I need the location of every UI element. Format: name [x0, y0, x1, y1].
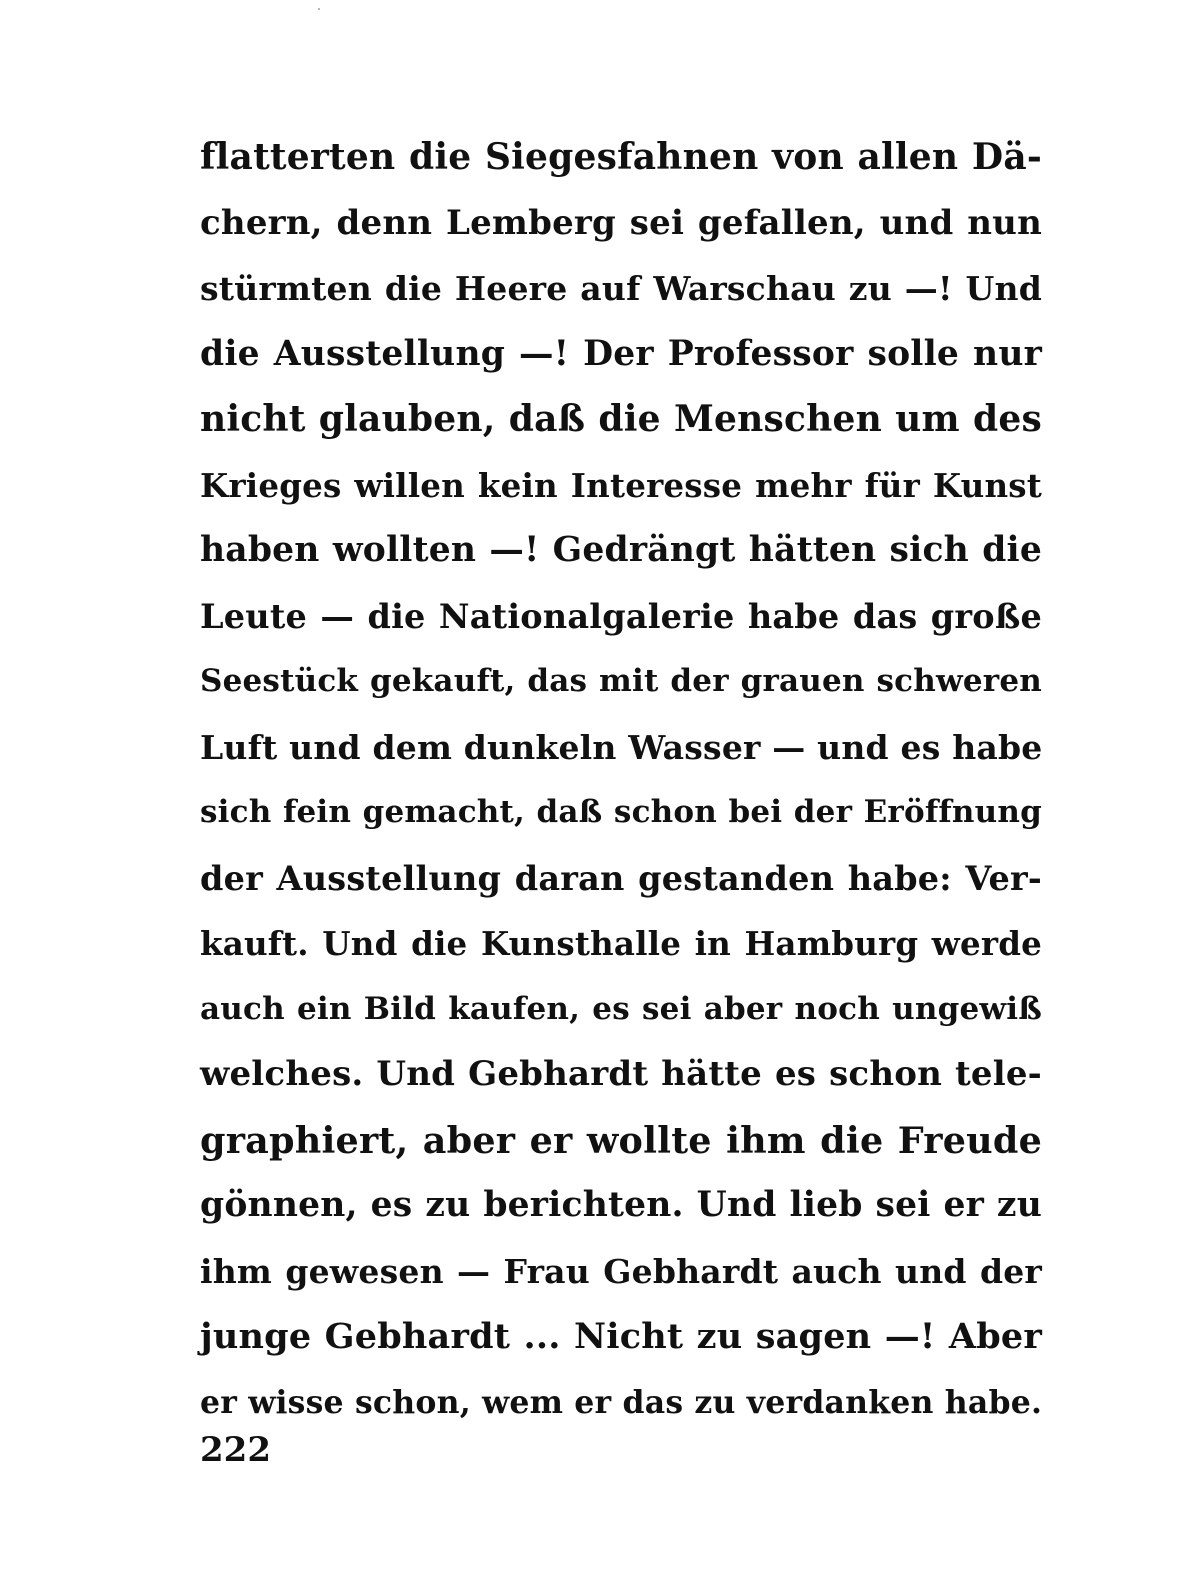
scan-speck — [318, 8, 320, 10]
text-line: chern, denn Lemberg sei gefallen, und nun — [200, 202, 1042, 243]
text-line: die Ausstellung —! Der Professor solle nur — [200, 333, 1042, 374]
text-line: auch ein Bild kaufen, es sei aber noch ungewiß — [200, 990, 1042, 1027]
text-line: sich fein gemacht, daß schon bei der Eröffnung — [200, 794, 1042, 830]
body-text — [200, 125, 1042, 1435]
text-line: Luft und dem dunkeln Wasser — und es habe — [200, 727, 1043, 767]
text-line: flatterten die Siegesfahnen von allen Dä- — [200, 136, 1042, 178]
text-line: haben wollten —! Gedrängt hätten sich die — [200, 530, 1042, 570]
text-line: graphiert, aber er wollte ihm die Freude — [200, 1118, 1042, 1162]
text-line: stürmten die Heere auf Warschau zu —! Und — [200, 269, 1042, 308]
text-line: nicht glauben, daß die Menschen um des — [200, 398, 1042, 440]
text-line: junge Gebhardt ... Nicht zu sagen —! Aber — [200, 1316, 1042, 1357]
text-line: kauft. Und die Kunsthalle in Hamburg werde — [200, 924, 1042, 963]
text-line: welches. Und Gebhardt hätte es schon tele- — [200, 1054, 1042, 1094]
text-line: Leute — die Nationalgalerie habe das große — [200, 596, 1042, 636]
text-line: gönnen, es zu berichten. Und lieb sei er zu — [200, 1185, 1042, 1225]
text-line: ihm gewesen — Frau Gebhardt auch und der — [200, 1251, 1042, 1291]
text-line: Krieges willen kein Interesse mehr für Kunst — [200, 465, 1042, 505]
page-number: 222 — [200, 1430, 271, 1470]
text-line-last: er wisse schon, wem er das zu verdanken habe. — [200, 1383, 1043, 1421]
text-line: Seestück gekauft, das mit der grauen schweren — [200, 663, 1042, 699]
text-line: der Ausstellung daran gestanden habe: Ver- — [200, 858, 1042, 898]
